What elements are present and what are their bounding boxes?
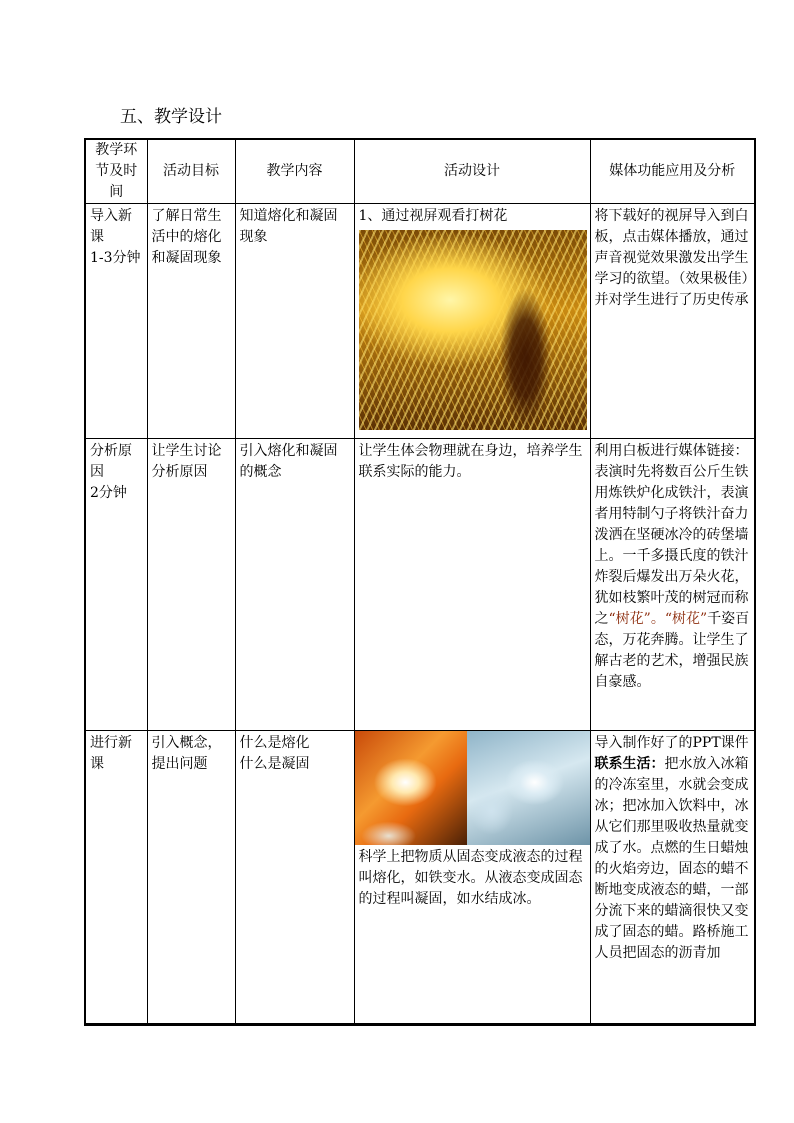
cell-media	[590, 731, 755, 1025]
table-row	[85, 439, 755, 731]
molten-iron-photo	[355, 731, 467, 845]
cell-content: 引入熔化和凝固的概念	[235, 439, 354, 731]
cell-goal: 了解日常生活中的熔化和凝固现象	[147, 204, 235, 439]
header-media-analysis: 媒体功能应用及分析	[590, 139, 755, 204]
section-heading: 五、教学设计	[120, 107, 222, 127]
table-row	[85, 204, 755, 439]
cell-content: 什么是熔化 什么是凝固	[235, 731, 354, 1025]
media-text: 利用白板进行媒体链接：表演时先将数百公斤生铁用炼铁炉化成铁汁，表演者用特制勺子将铁汁奋力泼洒在坚硬冰冷的砖堡墙上。一千多摄氏度的铁汁炸裂后爆发出万朵火花，犹如枝繁叶茂的树冠而称之	[594, 443, 749, 627]
cell-media	[590, 439, 755, 731]
cell-design	[354, 731, 590, 1025]
header-activity-goal: 活动目标	[147, 139, 235, 204]
cell-content: 知道熔化和凝固现象	[235, 204, 354, 439]
cell-stage: 导入新课 1-3分钟	[85, 204, 147, 439]
cell-media: 将下载好的视屏导入到白板，点击媒体播放，通过声音视觉效果激发出学生学习的欲望。（效果极佳）并对学生进行了历史传承	[590, 204, 755, 439]
header-stage-time: 教学环节及时间	[85, 139, 147, 204]
media-bold-label: 联系生活：	[594, 756, 665, 772]
media-text: 把水放入冰箱的冷冻室里，水就会变成冰；把冰加入饮料中，冰从它们那里吸收热量就变成了水。点燃的生日蜡烛的火焰旁边，固态的蜡不断地变成液态的蜡，一部分流下来的蜡滴很快又变成了固态的蜡。路桥施工人员把固态的沥青加	[594, 756, 749, 961]
media-highlight: “树花”。“树花”	[608, 611, 708, 627]
media-intro: 导入制作好了的PPT课件	[594, 735, 749, 751]
media-text-end: 千姿百态，万花奔腾。让学生了解古老的艺术，增强民族自豪感。	[594, 611, 750, 690]
design-text: 1、通过视屏观看打树花	[358, 208, 508, 224]
table-header-row	[85, 139, 755, 204]
cell-design: 让学生体会物理就在身边，培养学生联系实际的能力。	[354, 439, 590, 731]
cell-stage: 分析原因 2分钟	[85, 439, 147, 731]
teaching-design-table	[84, 138, 756, 1026]
ice-crystals-photo	[467, 731, 590, 845]
iron-flower-photo	[359, 230, 587, 430]
cell-stage: 进行新课	[85, 731, 147, 1025]
table-row	[85, 731, 755, 1025]
header-teaching-content: 教学内容	[235, 139, 354, 204]
cell-design	[354, 204, 590, 439]
cell-goal: 引入概念，提出问题	[147, 731, 235, 1025]
header-activity-design: 活动设计	[354, 139, 590, 204]
design-text: 科学上把物质从固态变成液态的过程叫熔化，如铁变水。从液态变成固态的过程叫凝固，如水结成冰。	[358, 849, 583, 907]
concept-photos	[355, 731, 590, 845]
cell-goal: 让学生讨论分析原因	[147, 439, 235, 731]
